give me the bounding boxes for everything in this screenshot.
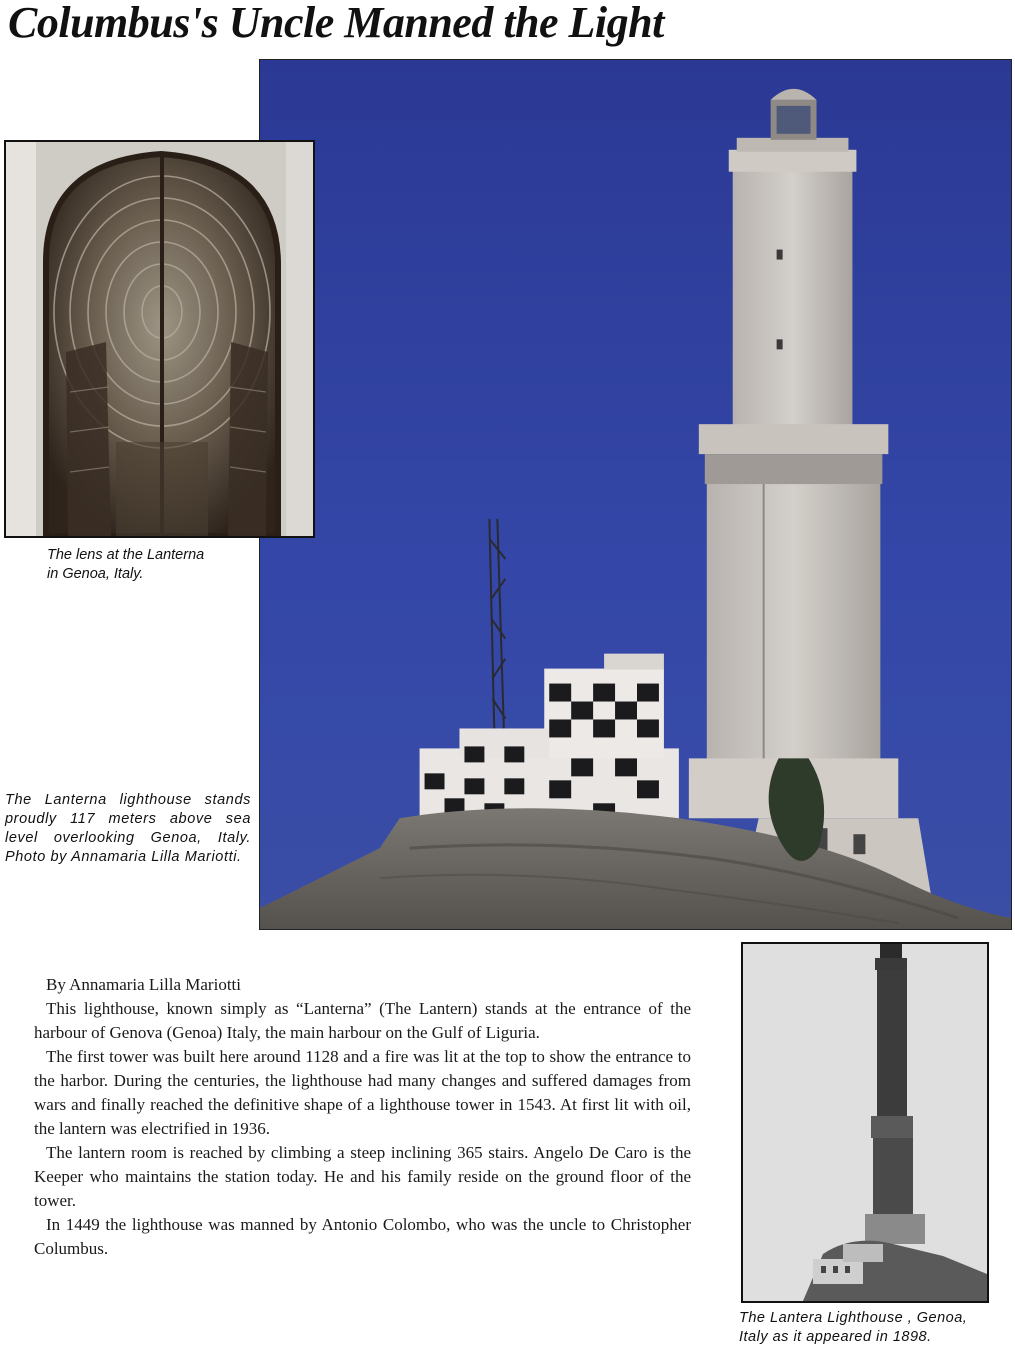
lighthouse-photo <box>259 59 1012 930</box>
article-paragraph-3: The lantern room is reached by climbing a steep inclining 365 stairs. Angelo De Caro is the Keeper who maintains the station today. He and his family reside on the ground floor of the tower. <box>34 1143 691 1210</box>
article-title: Columbus's Uncle Manned the Light <box>8 0 664 47</box>
article-paragraph-1: This lighthouse, known simply as “Lanterna” (The Lantern) stands at the entrance of the harbour of Genova (Genoa) Italy, the main harbour on the Gulf of Liguria. <box>34 999 691 1042</box>
lens-photo <box>4 140 315 538</box>
lens-caption-line-2: in Genoa, Italy. <box>47 566 144 582</box>
historic-lighthouse-photo <box>741 942 989 1303</box>
byline: By Annamaria Lilla Mariotti <box>46 975 241 994</box>
historic-caption-line-1: The Lantera Lighthouse , Genoa, <box>739 1310 968 1326</box>
article-body <box>34 973 691 1261</box>
lighthouse-caption: The Lanterna lighthouse stands proudly 117 meters above sea level overlooking Genoa, Italy. Photo by Annamaria Lilla Mariotti. <box>5 792 251 865</box>
article-paragraph-2: The first tower was built here around 1128 and a fire was lit at the top to show the entrance to the harbor. During the centuries, the lighthouse had many changes and suffered damages from wars and finally reached the definitive shape of a lighthouse tower in 1543. At first lit with oil, the lantern was electrified in 1936. <box>34 1047 691 1138</box>
article-paragraph-4: In 1449 the lighthouse was manned by Antonio Colombo, who was the uncle to Christopher Columbus. <box>34 1215 691 1258</box>
historic-photo-caption <box>739 1309 999 1347</box>
historic-caption-line-2: Italy as it appeared in 1898. <box>739 1329 932 1345</box>
lens-caption-line-1: The lens at the Lanterna <box>47 547 205 563</box>
lens-caption <box>47 546 257 584</box>
